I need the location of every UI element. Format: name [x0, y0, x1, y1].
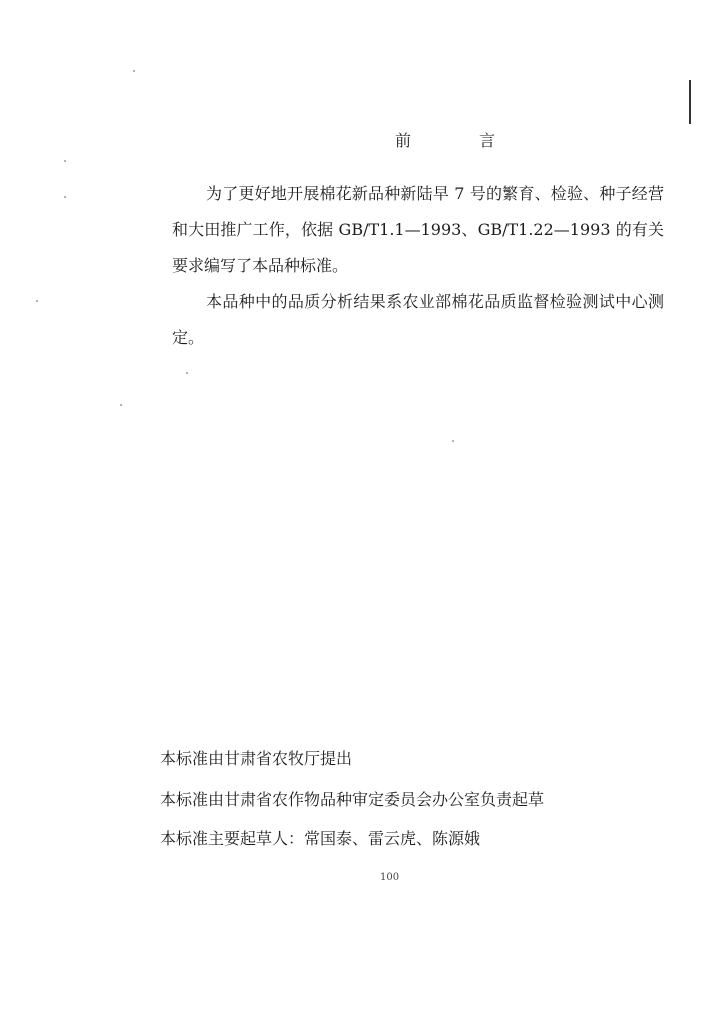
scan-speck — [186, 372, 188, 374]
page-number: 100 — [380, 872, 400, 883]
proposer-line: 本标准由甘肃省农牧厅提出 — [160, 749, 353, 768]
scan-speck — [36, 300, 38, 302]
scan-speck — [452, 440, 454, 442]
preface-paragraph-2: 本品种中的品质分析结果系农业部棉花品质监督检验测试中心测定。 — [172, 292, 664, 347]
scan-speck — [120, 404, 122, 406]
drafters-line: 本标准主要起草人：常国泰、雷云虎、陈源娥 — [160, 829, 481, 848]
preface-paragraph-1: 为了更好地开展棉花新品种新陆早 7 号的繁育、检验、种子经营和大田推广工作，依据 GB/T1.1—1993、GB/T1.22—1993 的有关要求编写了本品种标准。 — [172, 184, 664, 275]
scan-speck — [64, 196, 66, 198]
page-title: 前 言 — [395, 131, 522, 150]
margin-mark — [689, 80, 691, 124]
drafting-org-line: 本标准由甘肃省农作物品种审定委员会办公室负责起草 — [160, 790, 545, 809]
scan-speck — [64, 160, 66, 162]
scan-speck — [133, 70, 135, 72]
